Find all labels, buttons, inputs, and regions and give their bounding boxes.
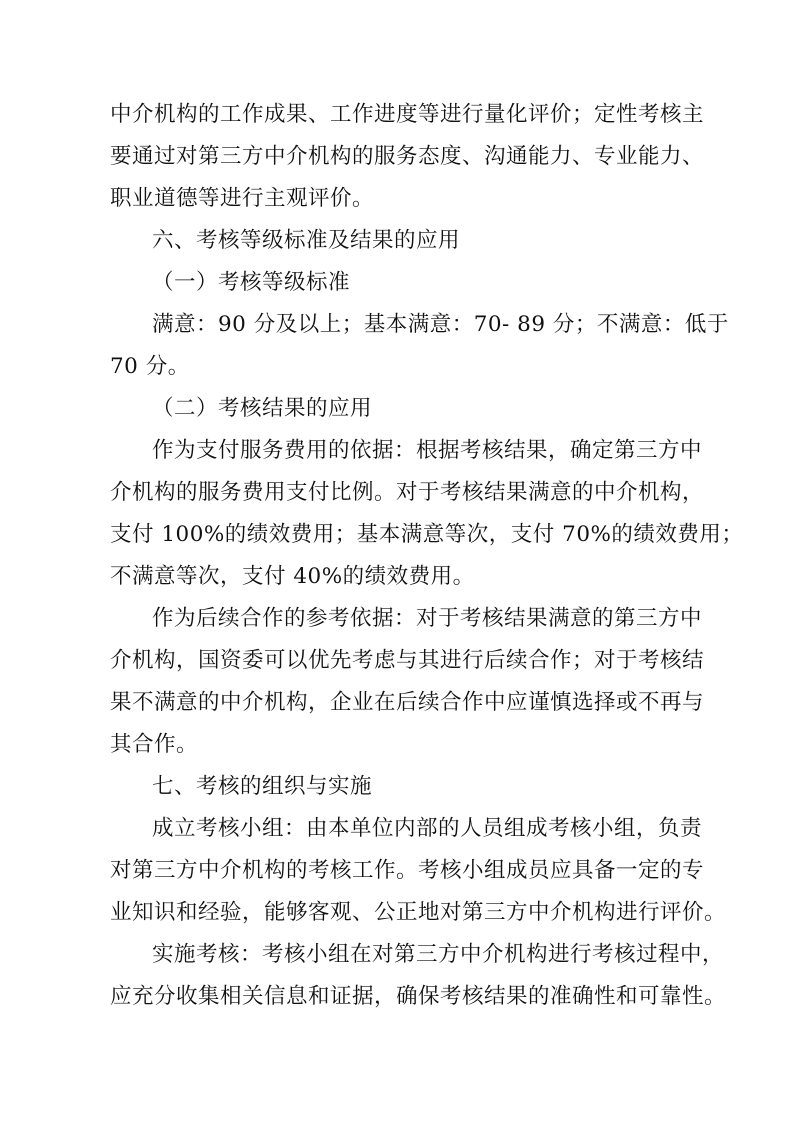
section-heading: 六、考核等级标准及结果的应用 <box>152 228 461 253</box>
body-text-line: 果不满意的中介机构，企业在后续合作中应谨慎选择或不再与 <box>110 690 705 715</box>
body-text-line: 职业道德等进行主观评价。 <box>110 186 375 211</box>
body-text-line: 作为支付服务费用的依据：根据考核结果，确定第三方中 <box>152 438 703 463</box>
body-text-line: 作为后续合作的参考依据：对于考核结果满意的第三方中 <box>152 606 703 631</box>
body-text-line: 不满意等次，支付 40%的绩效费用。 <box>110 564 475 589</box>
section-heading: 七、考核的组织与实施 <box>152 774 373 799</box>
body-text-line: 满意：90 分及以上；基本满意：70- 89 分；不满意：低于 <box>152 312 729 337</box>
body-text-line: 支付 100%的绩效费用；基本满意等次，支付 70%的绩效费用； <box>110 522 744 547</box>
body-text-line: 介机构的服务费用支付比例。对于考核结果满意的中介机构， <box>110 480 705 505</box>
body-text-line: 实施考核：考核小组在对第三方中介机构进行考核过程中， <box>152 942 725 967</box>
body-text-line: 70 分。 <box>110 354 190 379</box>
body-text-line: 成立考核小组：由本单位内部的人员组成考核小组，负责 <box>152 816 703 841</box>
body-text-line: 要通过对第三方中介机构的服务态度、沟通能力、专业能力、 <box>110 144 705 169</box>
body-text-line: 中介机构的工作成果、工作进度等进行量化评价；定性考核主 <box>110 102 705 127</box>
subsection-heading: （一）考核等级标准 <box>152 270 351 295</box>
body-text-line: 其合作。 <box>110 732 199 757</box>
body-text-line: 介机构，国资委可以优先考虑与其进行后续合作；对于考核结 <box>110 648 705 673</box>
body-text-line: 对第三方中介机构的考核工作。考核小组成员应具备一定的专 <box>110 858 705 883</box>
subsection-heading: （二）考核结果的应用 <box>152 396 373 421</box>
body-text-line: 应充分收集相关信息和证据，确保考核结果的准确性和可靠性。 <box>110 984 727 1009</box>
body-text-line: 业知识和经验，能够客观、公正地对第三方中介机构进行评价。 <box>110 900 727 925</box>
